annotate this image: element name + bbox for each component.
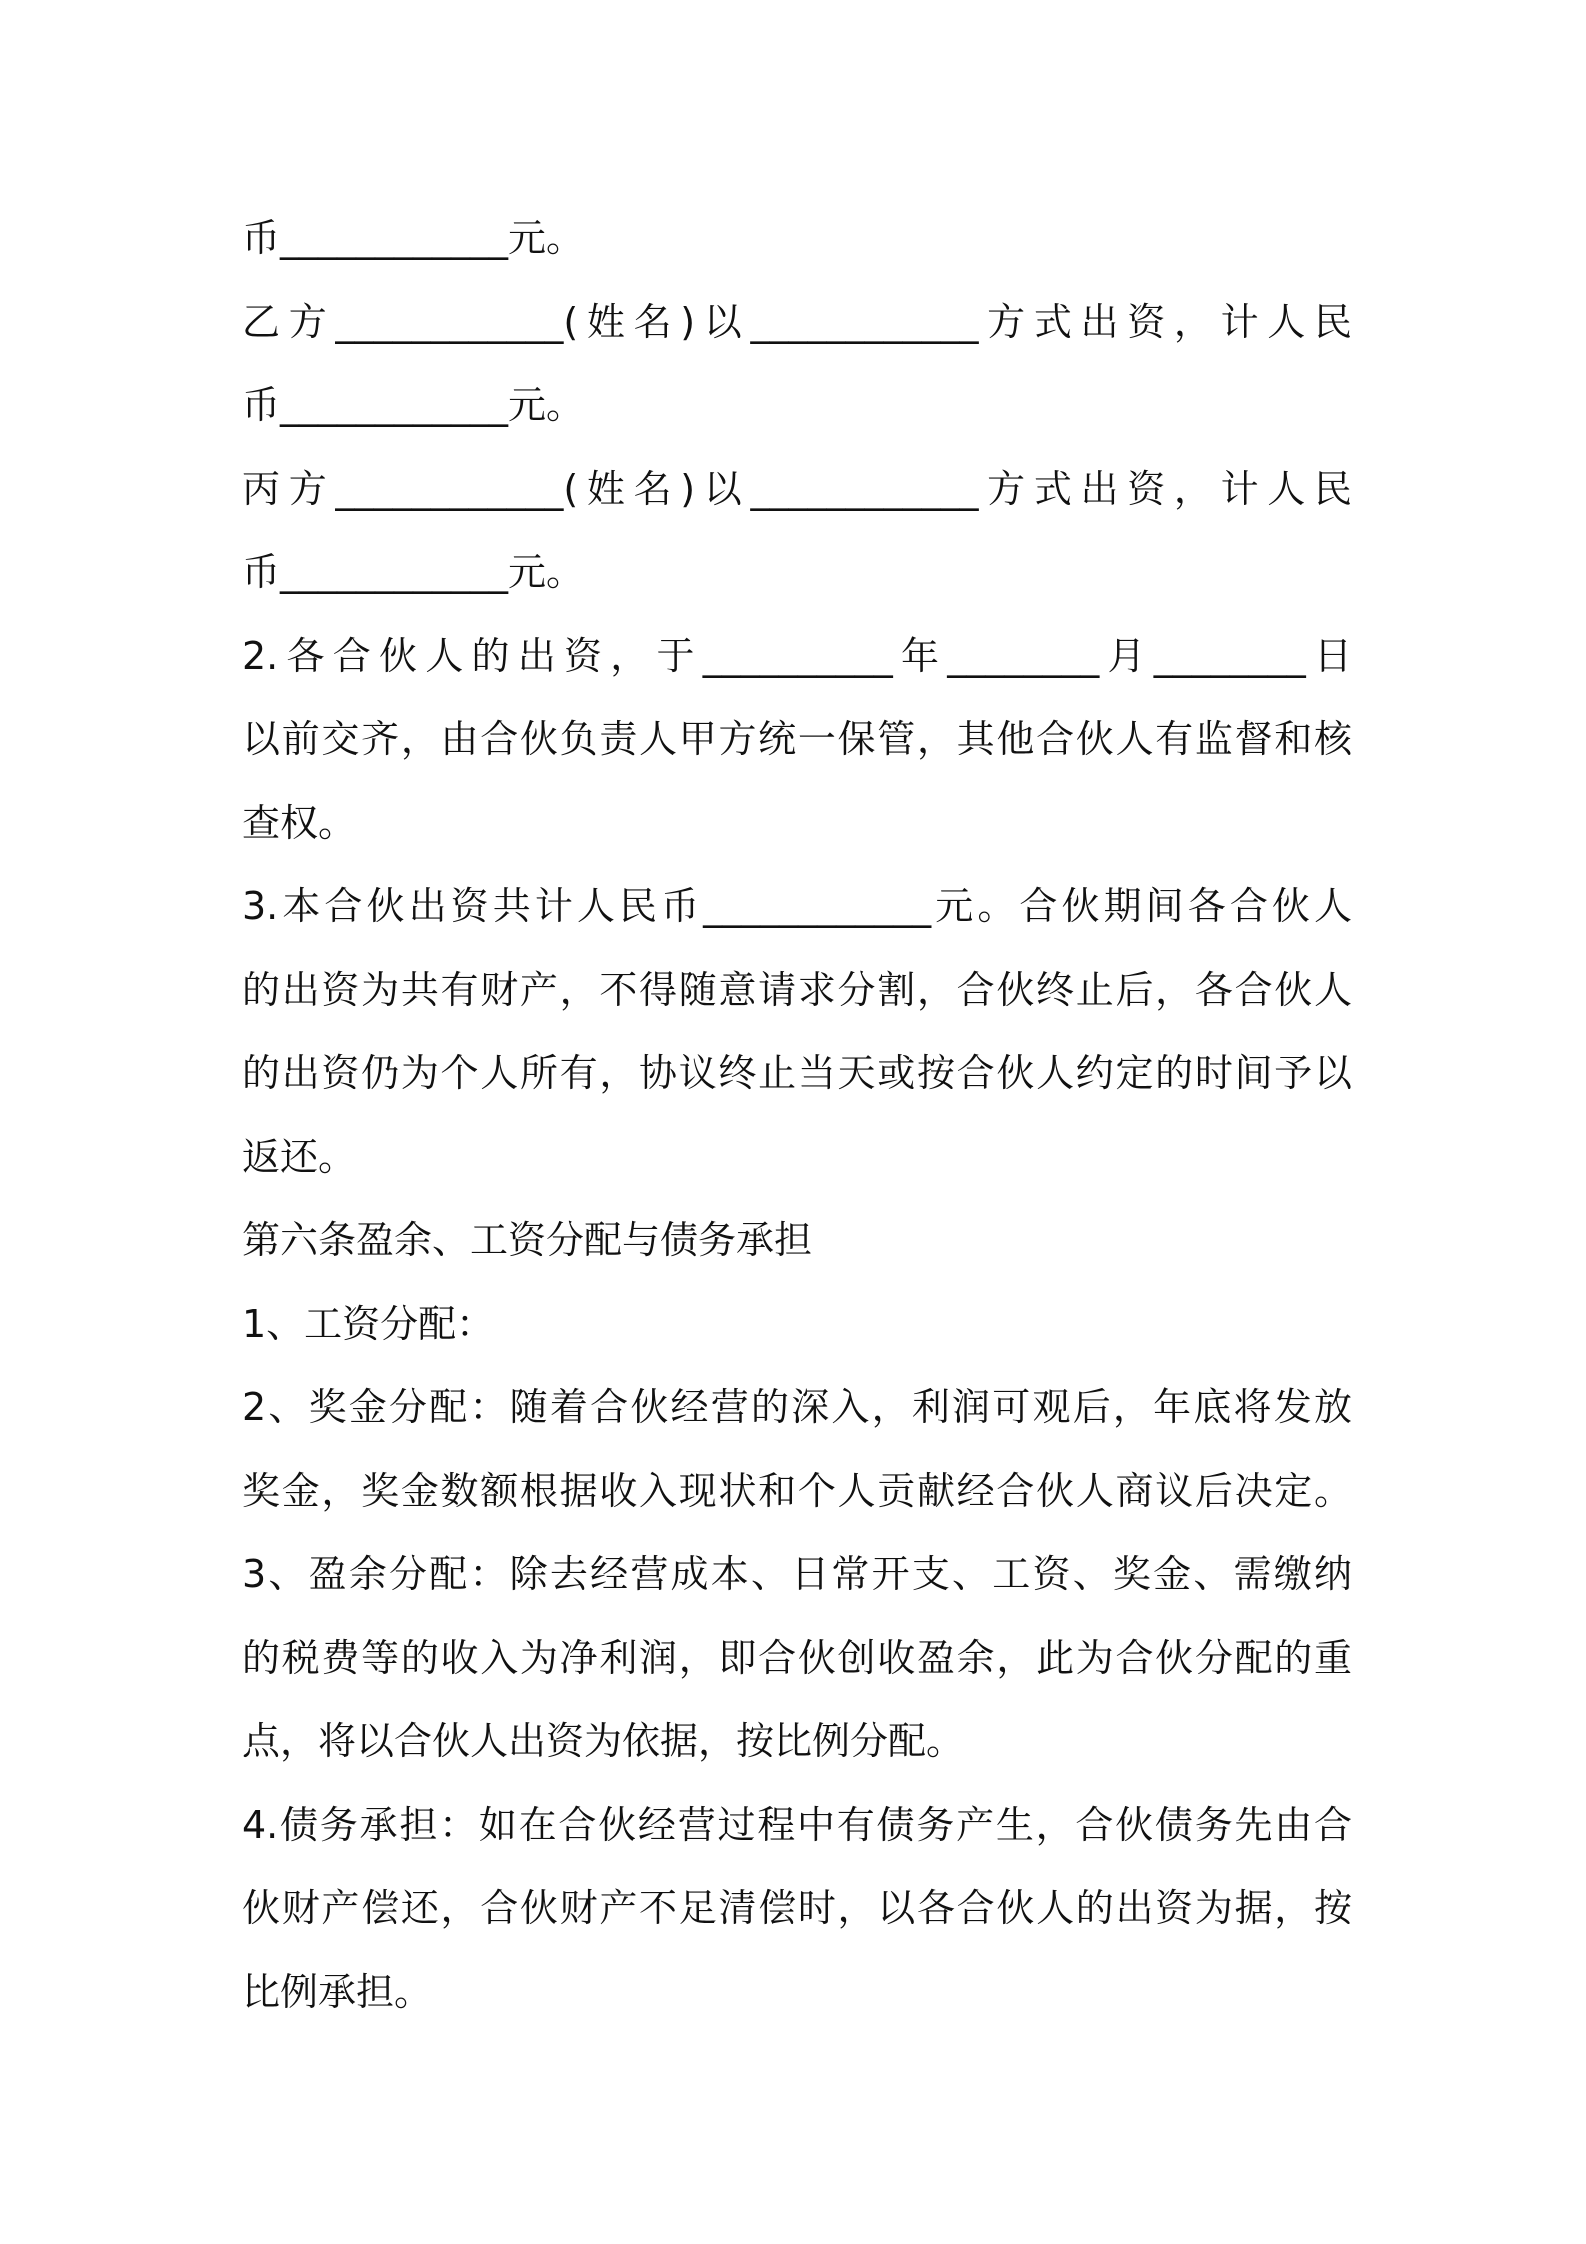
line-text: 比例承担。 [242, 1969, 433, 2014]
text-line [242, 1366, 1352, 1450]
text-line [242, 1867, 1352, 1951]
line-text: 3.本合伙出资共计人民币____________元。合伙期间各合伙人 [242, 884, 1352, 928]
text-line [242, 782, 1352, 866]
line-text: 的出资仍为个人所有，协议终止当天或按合伙人约定的时间予以 [242, 1051, 1352, 1095]
text-line [242, 1533, 1352, 1617]
line-text: 2.各合伙人的出资，于__________年________月________日 [242, 633, 1352, 678]
line-text: 的税费等的收入为净利润，即合伙创收盈余，此为合伙分配的重 [242, 1635, 1352, 1680]
text-line [242, 1700, 1352, 1784]
document-body [242, 197, 1352, 2034]
text-line [242, 1951, 1352, 2035]
text-line [242, 615, 1352, 699]
line-text: 查权。 [242, 800, 357, 845]
text-line [242, 1617, 1352, 1701]
line-text: 奖金，奖金数额根据收入现状和个人贡献经合伙人商议后决定。 [242, 1468, 1352, 1513]
text-line [242, 1283, 1352, 1367]
section-heading [242, 1199, 1352, 1283]
line-text: 币____________元。 [242, 216, 585, 260]
line-text: 币____________元。 [242, 550, 585, 594]
text-line [242, 865, 1352, 949]
text-line [242, 281, 1352, 365]
line-text: 4.债务承担：如在合伙经营过程中有债务产生，合伙债务先由合 [242, 1802, 1352, 1847]
line-text: 币____________元。 [242, 383, 585, 427]
text-line [242, 531, 1352, 615]
text-line [242, 448, 1352, 532]
text-line [242, 197, 1352, 281]
text-line [242, 1032, 1352, 1116]
line-text: 第六条盈余、工资分配与债务承担 [242, 1218, 813, 1262]
text-line [242, 698, 1352, 782]
line-text: 伙财产偿还，合伙财产不足清偿时，以各合伙人的出资为据，按 [242, 1886, 1352, 1930]
text-line [242, 364, 1352, 448]
line-text: 的出资为共有财产，不得随意请求分割，合伙终止后，各合伙人 [242, 967, 1352, 1012]
line-text: 返还。 [242, 1134, 357, 1179]
line-text: 2、奖金分配：随着合伙经营的深入，利润可观后，年底将发放 [242, 1385, 1352, 1429]
line-text: 丙方____________(姓名)以____________方式出资，计人民 [242, 466, 1352, 511]
line-text: 1、工资分配： [242, 1301, 495, 1346]
line-text: 乙方____________(姓名)以____________方式出资，计人民 [242, 299, 1352, 344]
text-line [242, 1450, 1352, 1534]
text-line [242, 1784, 1352, 1868]
line-text: 点，将以合伙人出资为依据，按比例分配。 [242, 1719, 965, 1763]
line-text: 3、盈余分配：除去经营成本、日常开支、工资、奖金、需缴纳 [242, 1552, 1352, 1596]
text-line [242, 1116, 1352, 1200]
line-text: 以前交齐，由合伙负责人甲方统一保管，其他合伙人有监督和核 [242, 717, 1352, 761]
text-line [242, 949, 1352, 1033]
